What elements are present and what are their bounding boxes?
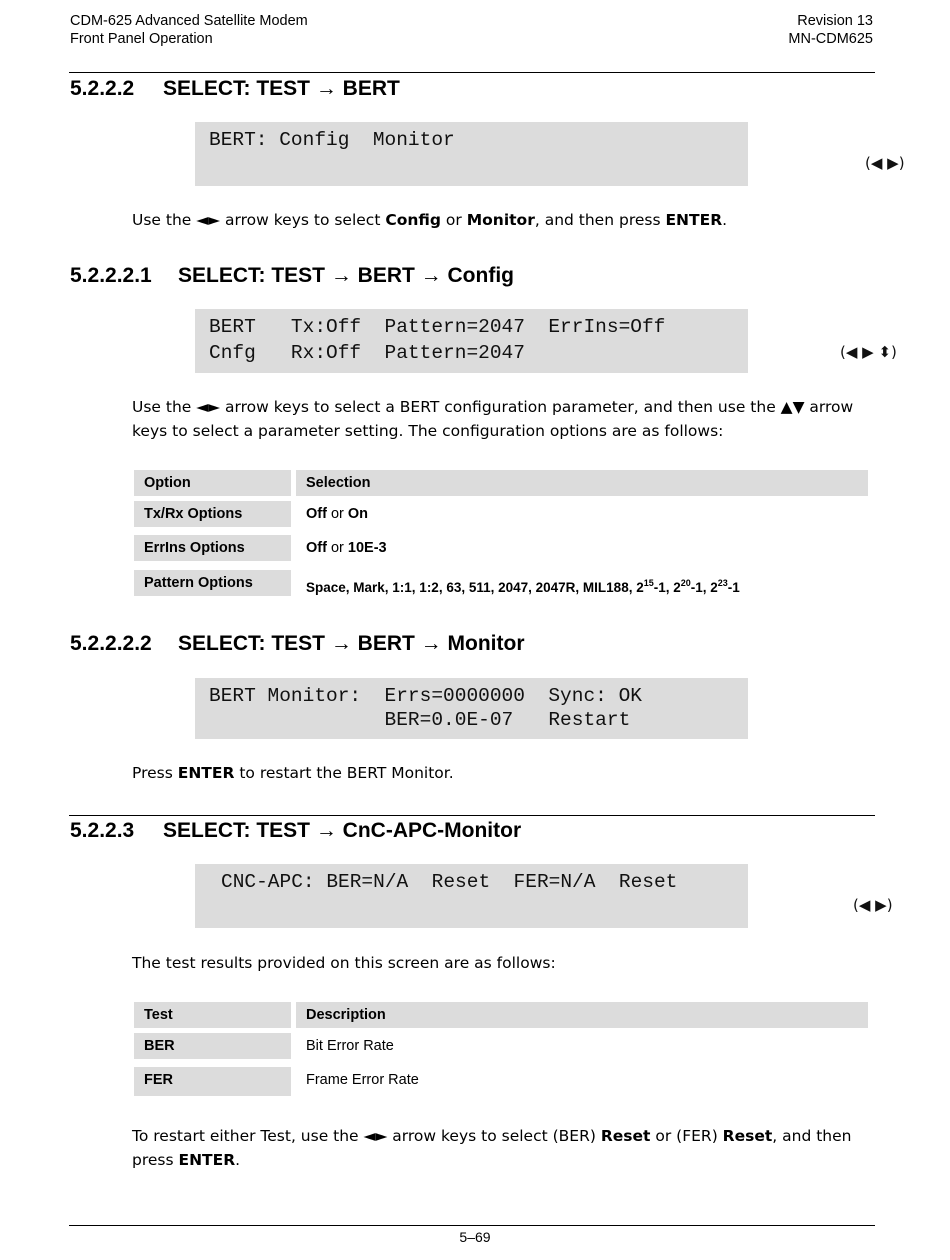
text: to restart the BERT Monitor.	[234, 764, 454, 782]
text: or	[326, 540, 348, 556]
text-bold: 10E-3	[347, 540, 387, 556]
lcd-line-2: BER=0.0E-07 Restart	[209, 709, 631, 731]
header-doc-id: MN-CDM625	[788, 31, 873, 47]
text: -1	[727, 580, 740, 595]
text: or	[441, 211, 467, 229]
text: or (FER)	[650, 1127, 723, 1145]
text-bold: On	[347, 506, 369, 522]
table-cell-selection	[296, 535, 868, 561]
table-cell-option: Tx/Rx Options	[134, 501, 291, 527]
doc-title	[70, 12, 308, 48]
table-cell-selection	[296, 501, 868, 527]
lcd-line-1: BERT: Config Monitor	[209, 129, 455, 151]
footer-divider	[69, 1225, 875, 1226]
text-bold: Reset	[600, 1127, 651, 1145]
heading-config	[70, 264, 514, 288]
lcd-display-cnc	[195, 864, 893, 928]
lcd-display-bert	[195, 122, 905, 186]
text-bold: ENTER	[177, 764, 235, 782]
table-header-description: Description	[296, 1002, 868, 1028]
text: , and then press	[534, 211, 666, 229]
lcd-line-1: BERT Tx:Off Pattern=2047 ErrIns=Off	[209, 316, 666, 338]
table-cell-test: FER	[134, 1067, 291, 1096]
text: To restart either Test, use the ◄► arrow keys to select (BER)	[132, 1127, 601, 1145]
heading-number: 5.2.2.2.1	[70, 264, 152, 287]
header-title-line: CDM-625 Advanced Satellite Modem	[70, 13, 308, 29]
table-cell-option: ErrIns Options	[134, 535, 291, 561]
superscript: 20	[680, 578, 691, 588]
page-number: 5–69	[459, 1229, 491, 1245]
text: -1, 2	[653, 580, 681, 595]
table-header-option: Option	[134, 470, 291, 496]
heading-title: SELECT: TEST → BERT → Config	[178, 264, 514, 287]
heading-number: 5.2.2.3	[70, 819, 135, 842]
text: .	[722, 211, 728, 229]
arrow-keys-icon: (◀ ▶ ⬍)	[840, 343, 897, 361]
lcd-display-monitor	[195, 678, 748, 739]
lcd-line-2: Cnfg Rx:Off Pattern=2047	[209, 342, 525, 364]
paragraph-cnc-restart	[132, 1124, 877, 1172]
text: Use the ◄► arrow keys to select	[132, 211, 386, 229]
lcd-display-config	[195, 309, 897, 373]
lcd-line-1: CNC-APC: BER=N/A Reset FER=N/A Reset	[221, 871, 678, 893]
heading-title: SELECT: TEST → BERT → Monitor	[178, 632, 525, 655]
arrow-keys-icon: (◀ ▶)	[853, 896, 893, 914]
text-bold: Config	[385, 211, 441, 229]
heading-number: 5.2.2.2.2	[70, 632, 152, 655]
heading-monitor	[70, 632, 525, 656]
arrow-keys-icon: (◀ ▶)	[865, 154, 905, 172]
text-bold: Reset	[722, 1127, 773, 1145]
heading-number: 5.2.2.2	[70, 77, 135, 100]
paragraph-cnc: The test results provided on this screen are as follows:	[132, 954, 556, 972]
lcd-line-1: BERT Monitor: Errs=0000000 Sync: OK	[209, 685, 642, 707]
table-header-selection: Selection	[296, 470, 868, 496]
header-subtitle-line: Front Panel Operation	[70, 31, 213, 47]
text: , and then press	[132, 1127, 852, 1169]
table-cell-selection	[296, 570, 868, 596]
text: .	[235, 1151, 241, 1169]
text-bold: ENTER	[178, 1151, 236, 1169]
superscript: 23	[717, 578, 728, 588]
text: Space, Mark, 1:1, 1:2, 63, 511, 2047, 2047R, MIL188, 2	[306, 580, 644, 595]
heading-title: SELECT: TEST → CnC-APC-Monitor	[163, 819, 522, 842]
paragraph-config: Use the ◄► arrow keys to select a BERT configuration parameter, and then use the ▲▼ arrow keys to select a parameter setting. The configuration options are as follows:	[132, 398, 854, 440]
heading-bert	[70, 77, 400, 101]
text: or	[326, 506, 348, 522]
text: -1, 2	[690, 580, 718, 595]
header-revision: Revision 13	[797, 13, 873, 29]
doc-revision	[788, 12, 873, 48]
text-bold: ENTER	[665, 211, 723, 229]
table-header-test: Test	[134, 1002, 291, 1028]
table-cell-description: Frame Error Rate	[306, 1072, 419, 1088]
heading-title: SELECT: TEST → BERT	[163, 77, 400, 100]
table-cell-option: Pattern Options	[134, 570, 291, 596]
text-bold: Off	[306, 540, 327, 556]
text-bold: Off	[306, 506, 327, 522]
table-cell-test: BER	[134, 1033, 291, 1059]
table-cell-description: Bit Error Rate	[306, 1038, 394, 1054]
section-divider	[69, 815, 875, 816]
text-bold: Monitor	[466, 211, 535, 229]
heading-cnc	[70, 819, 521, 843]
superscript: 15	[643, 578, 654, 588]
header-divider	[69, 72, 875, 73]
paragraph-monitor	[132, 761, 877, 785]
text: Press	[132, 764, 178, 782]
paragraph-bert	[132, 208, 877, 232]
